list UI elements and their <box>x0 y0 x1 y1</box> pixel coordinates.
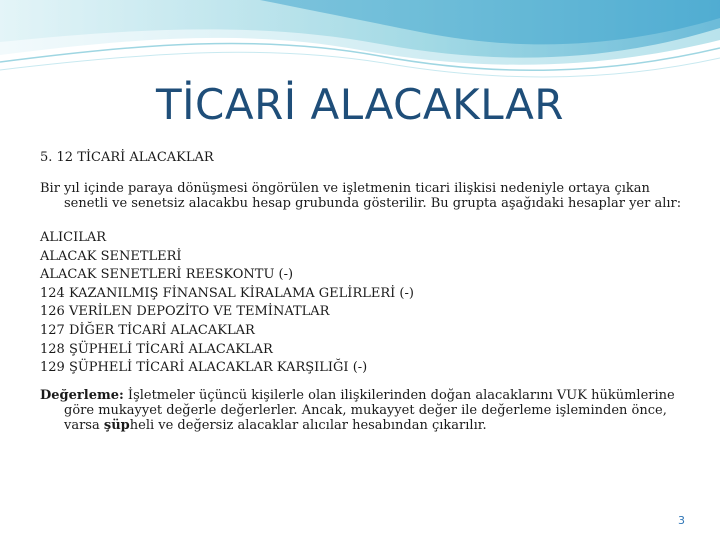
section-heading: 5. 12 TİCARİ ALACAKLAR <box>40 150 214 165</box>
valuation-bold-word: şüp <box>103 417 130 433</box>
list-item: ALACAK SENETLERİ <box>40 248 182 264</box>
slide-title: TİCARİ ALACAKLAR <box>156 80 564 129</box>
slide-content <box>40 150 690 451</box>
page-number: 3 <box>678 514 685 527</box>
list-item: 127 DİĞER TİCARİ ALACAKLAR <box>40 322 255 338</box>
account-list <box>40 229 690 378</box>
list-item: ALICILAR <box>40 230 107 245</box>
list-item: ALACAK SENETLERİ REESKONTU (-) <box>40 267 294 283</box>
list-item: 126 VERİLEN DEPOZİTO VE TEMİNATLAR <box>40 304 330 320</box>
list-item: 128 ŞÜPHELİ TİCARİ ALACAKLAR <box>40 341 273 357</box>
intro-paragraph: Bir yıl içinde paraya dönüşmesi öngörülen ve işletmenin ticari ilişkisi nedeniyle ortaya çıkan senetli ve senetsiz alacakbu hesap grubunda gösterilir. Bu grupta aşağıdaki hesaplar yer alır: <box>40 181 682 211</box>
valuation-text-1: İşletmeler üçüncü kişilerle olan ilişkilerinden doğan alacaklarını VUK hükümlerine göre mukayyet değerle değerlerler. Ancak, mukayyet değer ile değerleme işleminden önce, varsa <box>64 387 675 433</box>
valuation-label: Değerleme: <box>40 387 124 403</box>
valuation-paragraph <box>40 388 690 433</box>
list-item: 129 ŞÜPHELİ TİCARİ ALACAKLAR KARŞILIĞI (-) <box>40 360 368 376</box>
valuation-text-2: heli ve değersiz alacaklar alıcılar hesabından çıkarılır. <box>129 417 487 433</box>
list-item: 124 KAZANILMIŞ FİNANSAL KİRALAMA GELİRLERİ (-) <box>40 285 414 301</box>
